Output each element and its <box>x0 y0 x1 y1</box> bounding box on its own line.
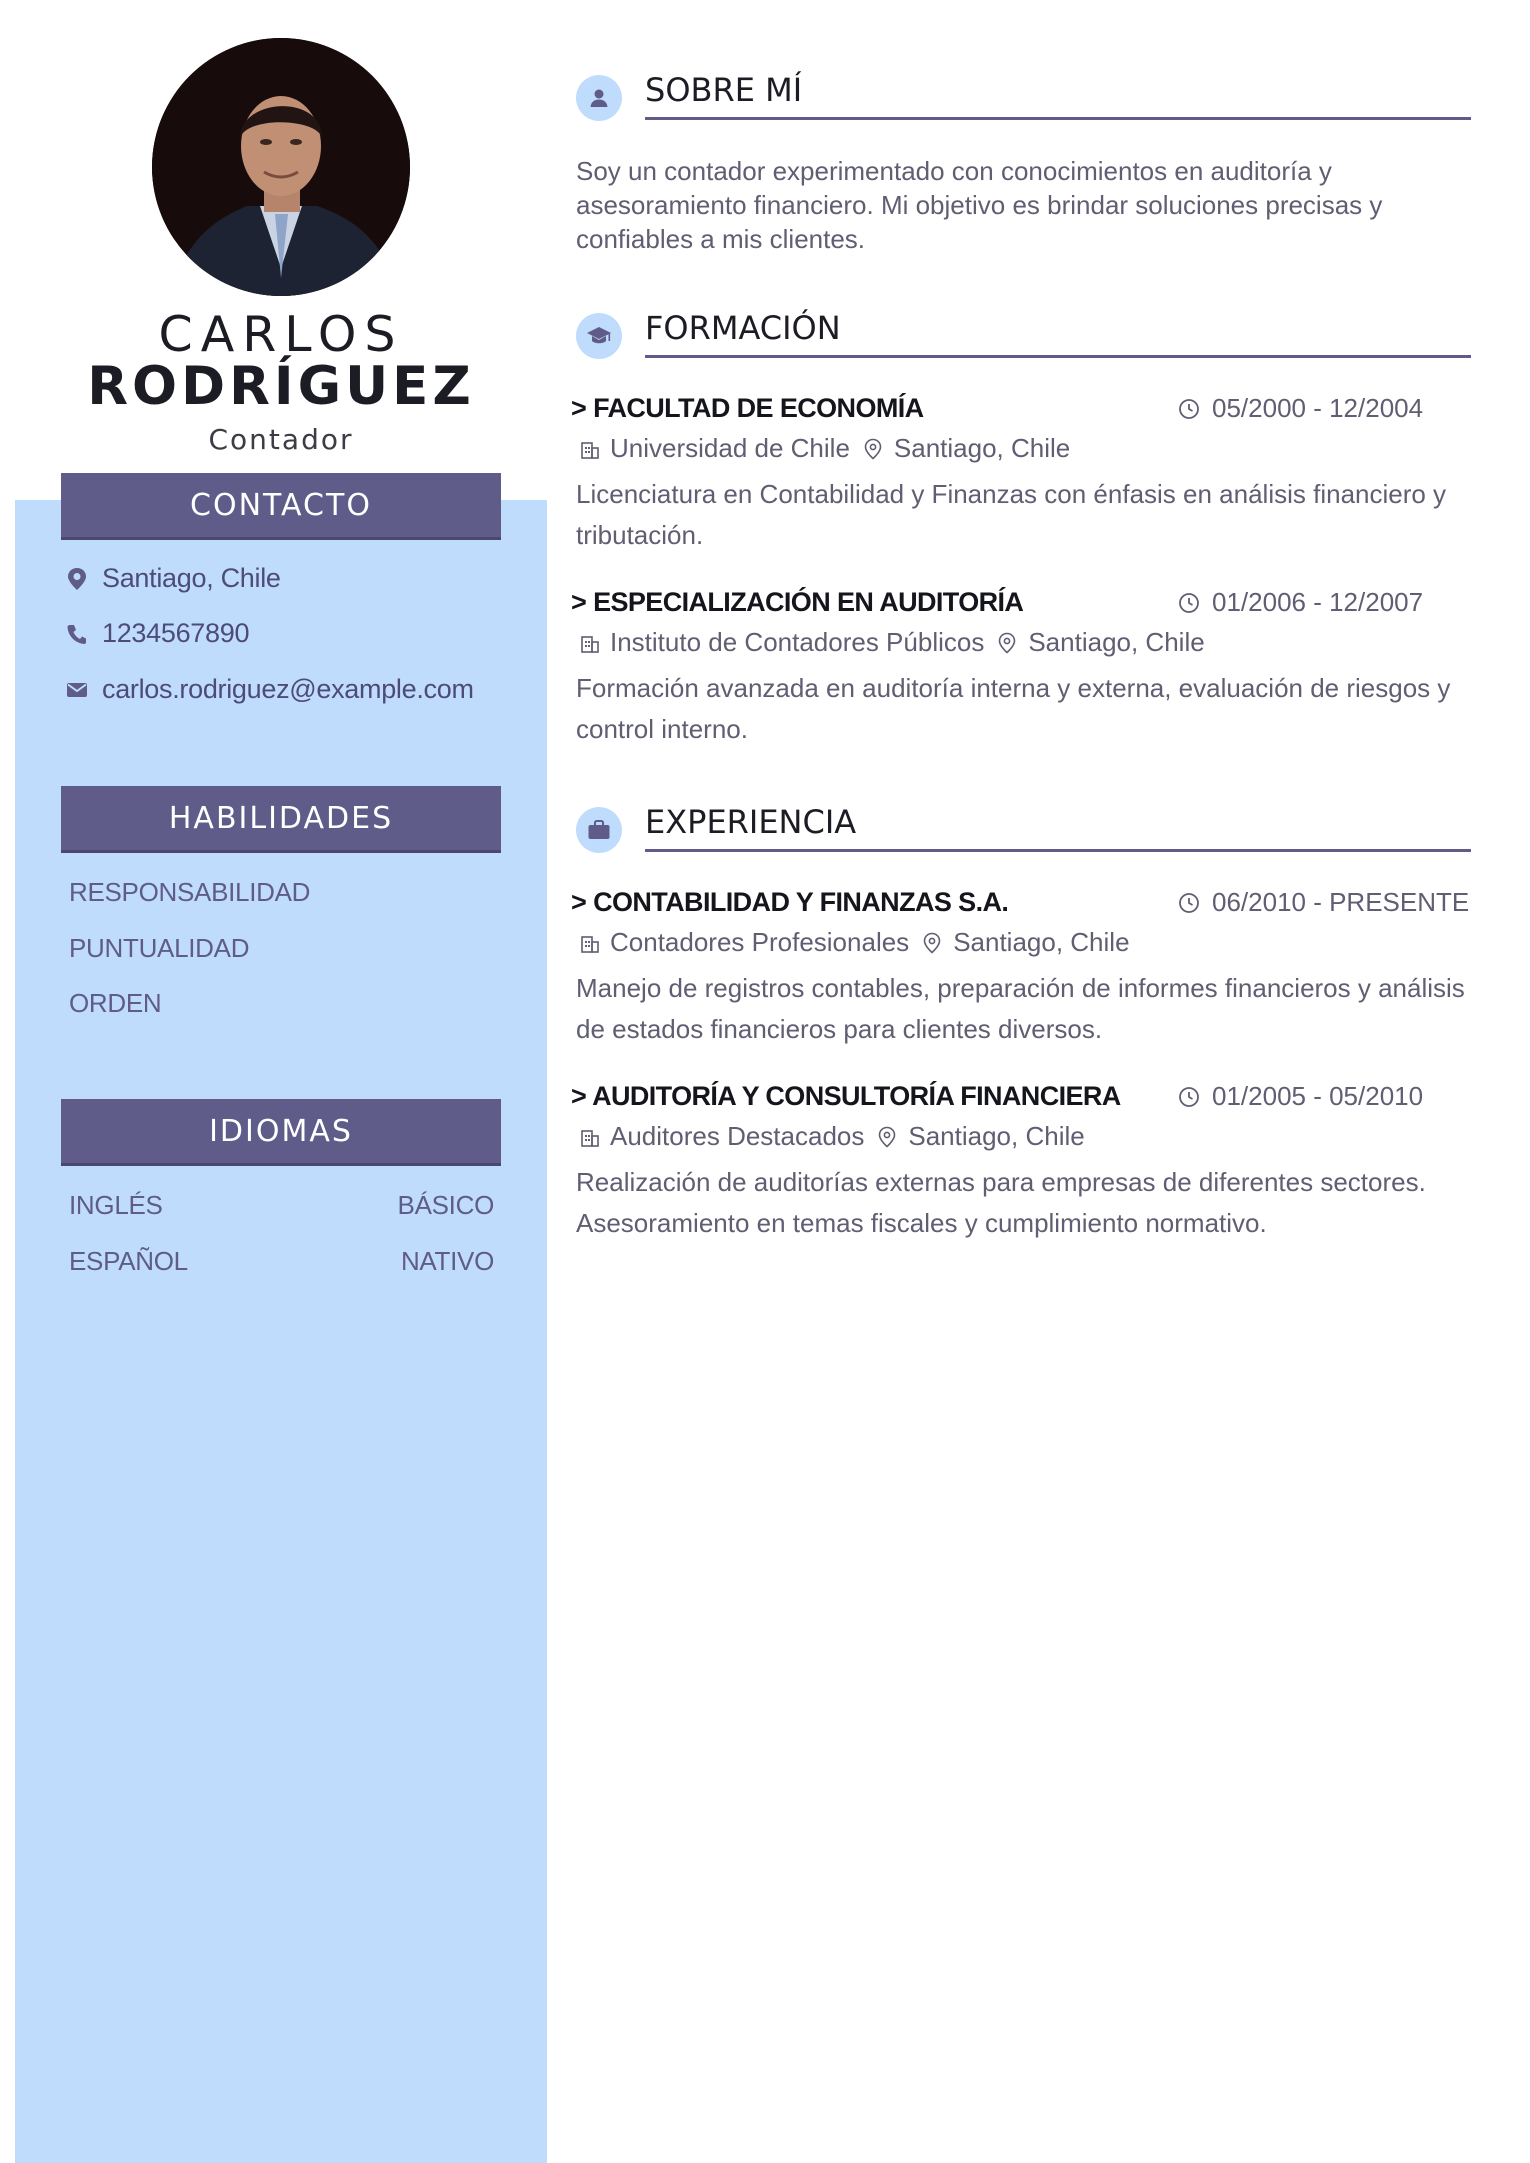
contact-location-text: Santiago, Chile <box>102 563 281 593</box>
institution-text: Contadores Profesionales <box>610 927 910 957</box>
location-text: Santiago, Chile <box>953 927 1130 957</box>
institution-text: Universidad de Chile <box>610 433 850 463</box>
phone-icon <box>64 621 90 647</box>
education-entry-description: Formación avanzada en auditoría interna y externa, evaluación de riesgos y control interno. <box>576 673 1451 744</box>
location-pin-outline-icon <box>923 931 945 955</box>
contact-heading: CONTACTO <box>61 473 501 537</box>
institution-text: Instituto de Contadores Públicos <box>610 627 985 657</box>
sidebar-background <box>15 500 547 2163</box>
profile-photo <box>152 38 410 296</box>
person-icon <box>576 75 622 121</box>
education-entry-dates <box>1178 587 1423 618</box>
contact-location <box>64 563 281 594</box>
language-row <box>69 1246 494 1277</box>
skill-item: RESPONSABILIDAD <box>69 877 311 907</box>
clock-icon <box>1178 1085 1202 1109</box>
skills-heading: HABILIDADES <box>61 786 501 850</box>
date-range-text: 01/2006 - 12/2007 <box>1212 587 1424 617</box>
education-entry-title: > ESPECIALIZACIÓN EN AUDITORÍA <box>571 587 1024 617</box>
institution-text: Auditores Destacados <box>610 1121 865 1151</box>
location-text: Santiago, Chile <box>893 433 1071 463</box>
languages-heading: IDIOMAS <box>61 1099 501 1163</box>
building-icon <box>580 631 602 655</box>
location-pin-outline-icon <box>998 631 1020 655</box>
language-level: BÁSICO <box>397 1190 494 1220</box>
location-pin-outline-icon <box>878 1125 900 1149</box>
experience-entry-dates <box>1178 1081 1423 1112</box>
education-entry-description: Licenciatura en Contabilidad y Finanzas con énfasis en análisis financiero y tributación. <box>576 479 1447 550</box>
experience-entry-title: > AUDITORÍA Y CONSULTORÍA FINANCIERA <box>571 1081 1121 1111</box>
education-entry-meta <box>580 627 1205 658</box>
contact-phone[interactable] <box>64 618 249 649</box>
location-pin-outline-icon <box>864 437 886 461</box>
clock-icon <box>1178 591 1202 615</box>
contact-email-text: carlos.rodriguez@example.com <box>102 674 474 704</box>
graduation-cap-icon <box>576 313 622 359</box>
education-entry-title: > FACULTAD DE ECONOMÍA <box>571 393 924 423</box>
date-range-text: 05/2000 - 12/2004 <box>1212 393 1424 423</box>
experience-entry-description: Realización de auditorías externas para empresas de diferentes sectores. Asesoramiento en temas fiscales y cumplimiento normativo. <box>576 1167 1426 1238</box>
experience-entry-meta <box>580 1121 1085 1152</box>
clock-icon <box>1178 397 1202 421</box>
language-level: NATIVO <box>400 1246 494 1276</box>
experience-entry-title: > CONTABILIDAD Y FINANZAS S.A. <box>571 887 1009 917</box>
contact-phone-text: 1234567890 <box>102 618 250 648</box>
experience-entry-description: Manejo de registros contables, preparación de informes financieros y análisis de estados financieros para clientes diversos. <box>576 973 1465 1044</box>
email-icon <box>64 677 90 703</box>
about-heading: SOBRE MÍ <box>645 71 1471 120</box>
building-icon <box>580 931 602 955</box>
date-range-text: 01/2005 - 05/2010 <box>1212 1081 1424 1111</box>
location-pin-icon <box>64 566 90 592</box>
job-title: Contador <box>208 423 354 456</box>
skill-item: PUNTUALIDAD <box>69 933 250 963</box>
first-name: CARLOS <box>158 306 404 363</box>
language-row <box>69 1190 494 1221</box>
location-text: Santiago, Chile <box>1028 627 1205 657</box>
education-entry-dates <box>1178 393 1423 424</box>
education-entry-meta <box>580 433 1070 464</box>
clock-icon <box>1178 891 1202 915</box>
experience-heading: EXPERIENCIA <box>645 803 1471 852</box>
education-heading: FORMACIÓN <box>645 309 1471 358</box>
contact-email[interactable] <box>64 674 474 705</box>
building-icon <box>580 1125 602 1149</box>
briefcase-icon <box>576 807 622 853</box>
about-text: Soy un contador experimentado con conocimientos en auditoría y asesoramiento financiero. Mi objetivo es brindar soluciones precisas y confiables a mis clientes. <box>576 156 1383 254</box>
experience-entry-dates <box>1178 887 1469 918</box>
location-text: Santiago, Chile <box>908 1121 1085 1151</box>
building-icon <box>580 437 602 461</box>
skill-item: ORDEN <box>69 988 162 1018</box>
language-name: INGLÉS <box>69 1190 163 1220</box>
experience-entry-meta <box>580 927 1130 958</box>
date-range-text: 06/2010 - PRESENTE <box>1212 887 1470 917</box>
language-name: ESPAÑOL <box>69 1246 188 1276</box>
last-name: RODRÍGUEZ <box>87 356 475 417</box>
